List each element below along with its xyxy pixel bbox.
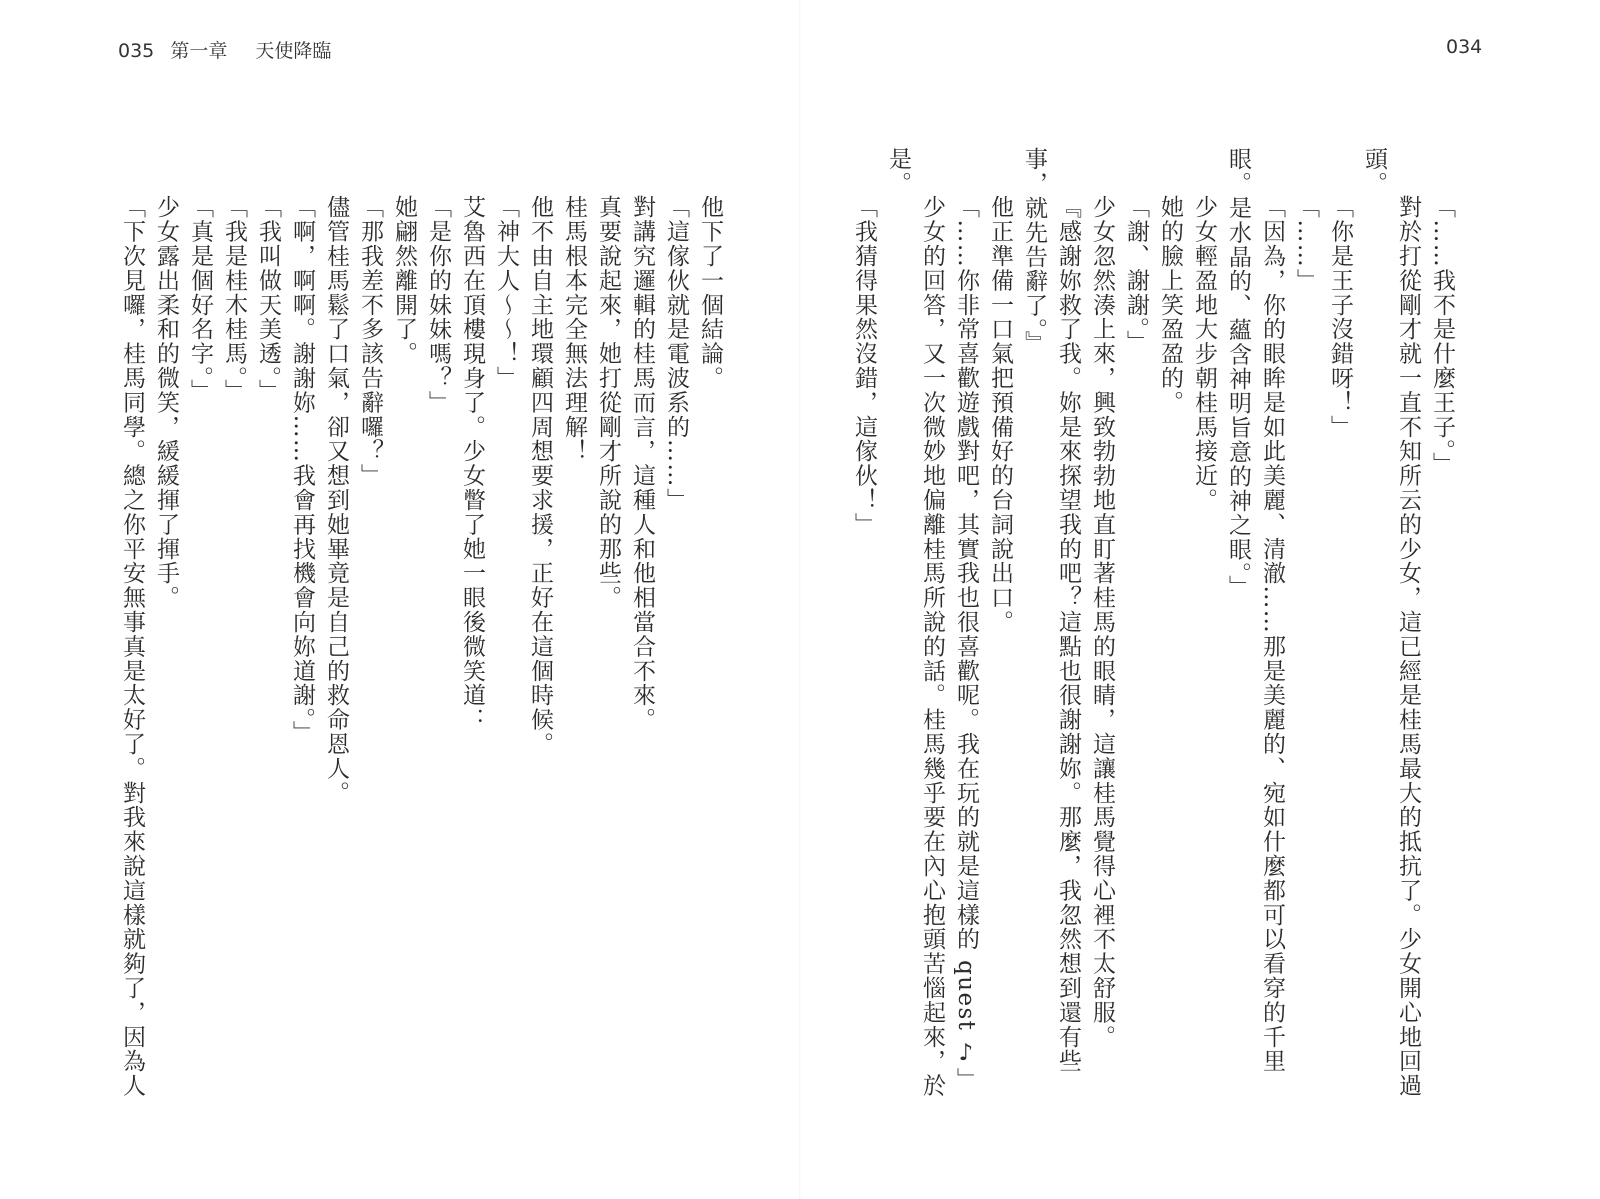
text-line: 「下次見囉，桂馬同學。總之你平安無事真是太好了。對我來說這樣就夠了，因為人 <box>119 195 145 1098</box>
text-line: 對講究邏輯的桂馬而言，這種人和他相當合不來。 <box>629 195 655 732</box>
text-line: 「我是桂木桂馬。」 <box>221 195 247 404</box>
text-line: 少女輕盈地大步朝桂馬接近。 <box>1191 195 1217 513</box>
text-line: 「……」 <box>1293 195 1319 293</box>
text-line: 『感謝妳救了我。妳是來探望我的吧？這點也很謝謝妳。那麼，我忽然想到還有些 <box>1055 195 1081 1074</box>
text-line: 對於打從剛才就一直不知所云的少女，這已經是桂馬最大的抵抗了。少女開心地回過 <box>1395 195 1421 1098</box>
text-line: 桂馬根本完全無法理解！ <box>561 195 587 464</box>
text-line: 事，就先告辭了。』 <box>1021 147 1047 356</box>
text-line: 「我猜得果然沒錯，這傢伙！」 <box>851 195 877 537</box>
text-line: 儘管桂馬鬆了口氣，卻又想到她畢竟是自己的救命恩人。 <box>323 195 349 805</box>
page-gutter <box>799 0 801 1199</box>
text-line: 頭。 <box>1361 147 1387 196</box>
text-line: 他下了一個結論。 <box>697 195 723 391</box>
text-line: 「真是個好名字。」 <box>187 195 213 404</box>
text-line: 「你是王子沒錯呀！」 <box>1327 195 1353 439</box>
right-page-number: 034 <box>1446 36 1483 58</box>
left-page-header <box>118 36 331 63</box>
text-line: 少女忽然湊上來，興致勃勃地直盯著桂馬的眼睛，這讓桂馬覺得心裡不太舒服。 <box>1089 195 1115 1049</box>
text-line: 「那我差不多該告辭囉？」 <box>357 195 383 488</box>
text-line: 「謝、謝謝。」 <box>1123 195 1149 355</box>
text-line: 真要說起來，她打從剛才所說的那些。 <box>595 195 621 610</box>
text-line: 她翩然離開了。 <box>391 195 417 366</box>
text-line: 「我叫做天美透。」 <box>255 195 281 404</box>
text-line: 艾魯西在頂樓現身了。少女瞥了她一眼後微笑道： <box>459 195 485 732</box>
text-line: 是。 <box>885 147 911 196</box>
text-line: 他不由自主地環顧四周想要求援，正好在這個時候。 <box>527 195 553 757</box>
chapter-label: 第一章 <box>170 40 228 62</box>
text-line: 她的臉上笑盈盈的。 <box>1157 195 1183 415</box>
text-line: 「因為，你的眼眸是如此美麗、清澈……那是美麗的、宛如什麼都可以看穿的千里 <box>1259 195 1285 1074</box>
text-line: 「……我不是什麼王子。」 <box>1429 195 1455 477</box>
text-line: 「啊，啊啊。謝謝妳……我會再找機會向妳道謝。」 <box>289 195 315 745</box>
text-line: 「神大人～～！」 <box>493 195 519 391</box>
text-line: 「是你的妹妹嗎？」 <box>425 195 451 415</box>
left-page-number: 035 <box>118 40 155 62</box>
text-line: 「……你非常喜歡遊戲對吧，其實我也很喜歡呢。我在玩的就是這樣的 quest ♪」 <box>953 195 979 1092</box>
text-line: 少女露出柔和的微笑，緩緩揮了揮手。 <box>153 195 179 610</box>
text-line: 「這傢伙就是電波系的……」 <box>663 195 689 513</box>
text-line: 他正準備一口氣把預備好的台詞說出口。 <box>987 195 1013 635</box>
text-line: 少女的回答，又一次微妙地偏離桂馬所說的話。桂馬幾乎要在內心抱頭苦惱起來，於 <box>919 195 945 1098</box>
text-line: 眼。是水晶的、蘊含神明旨意的神之眼。」 <box>1225 147 1251 600</box>
chapter-title: 天使降臨 <box>255 40 332 62</box>
